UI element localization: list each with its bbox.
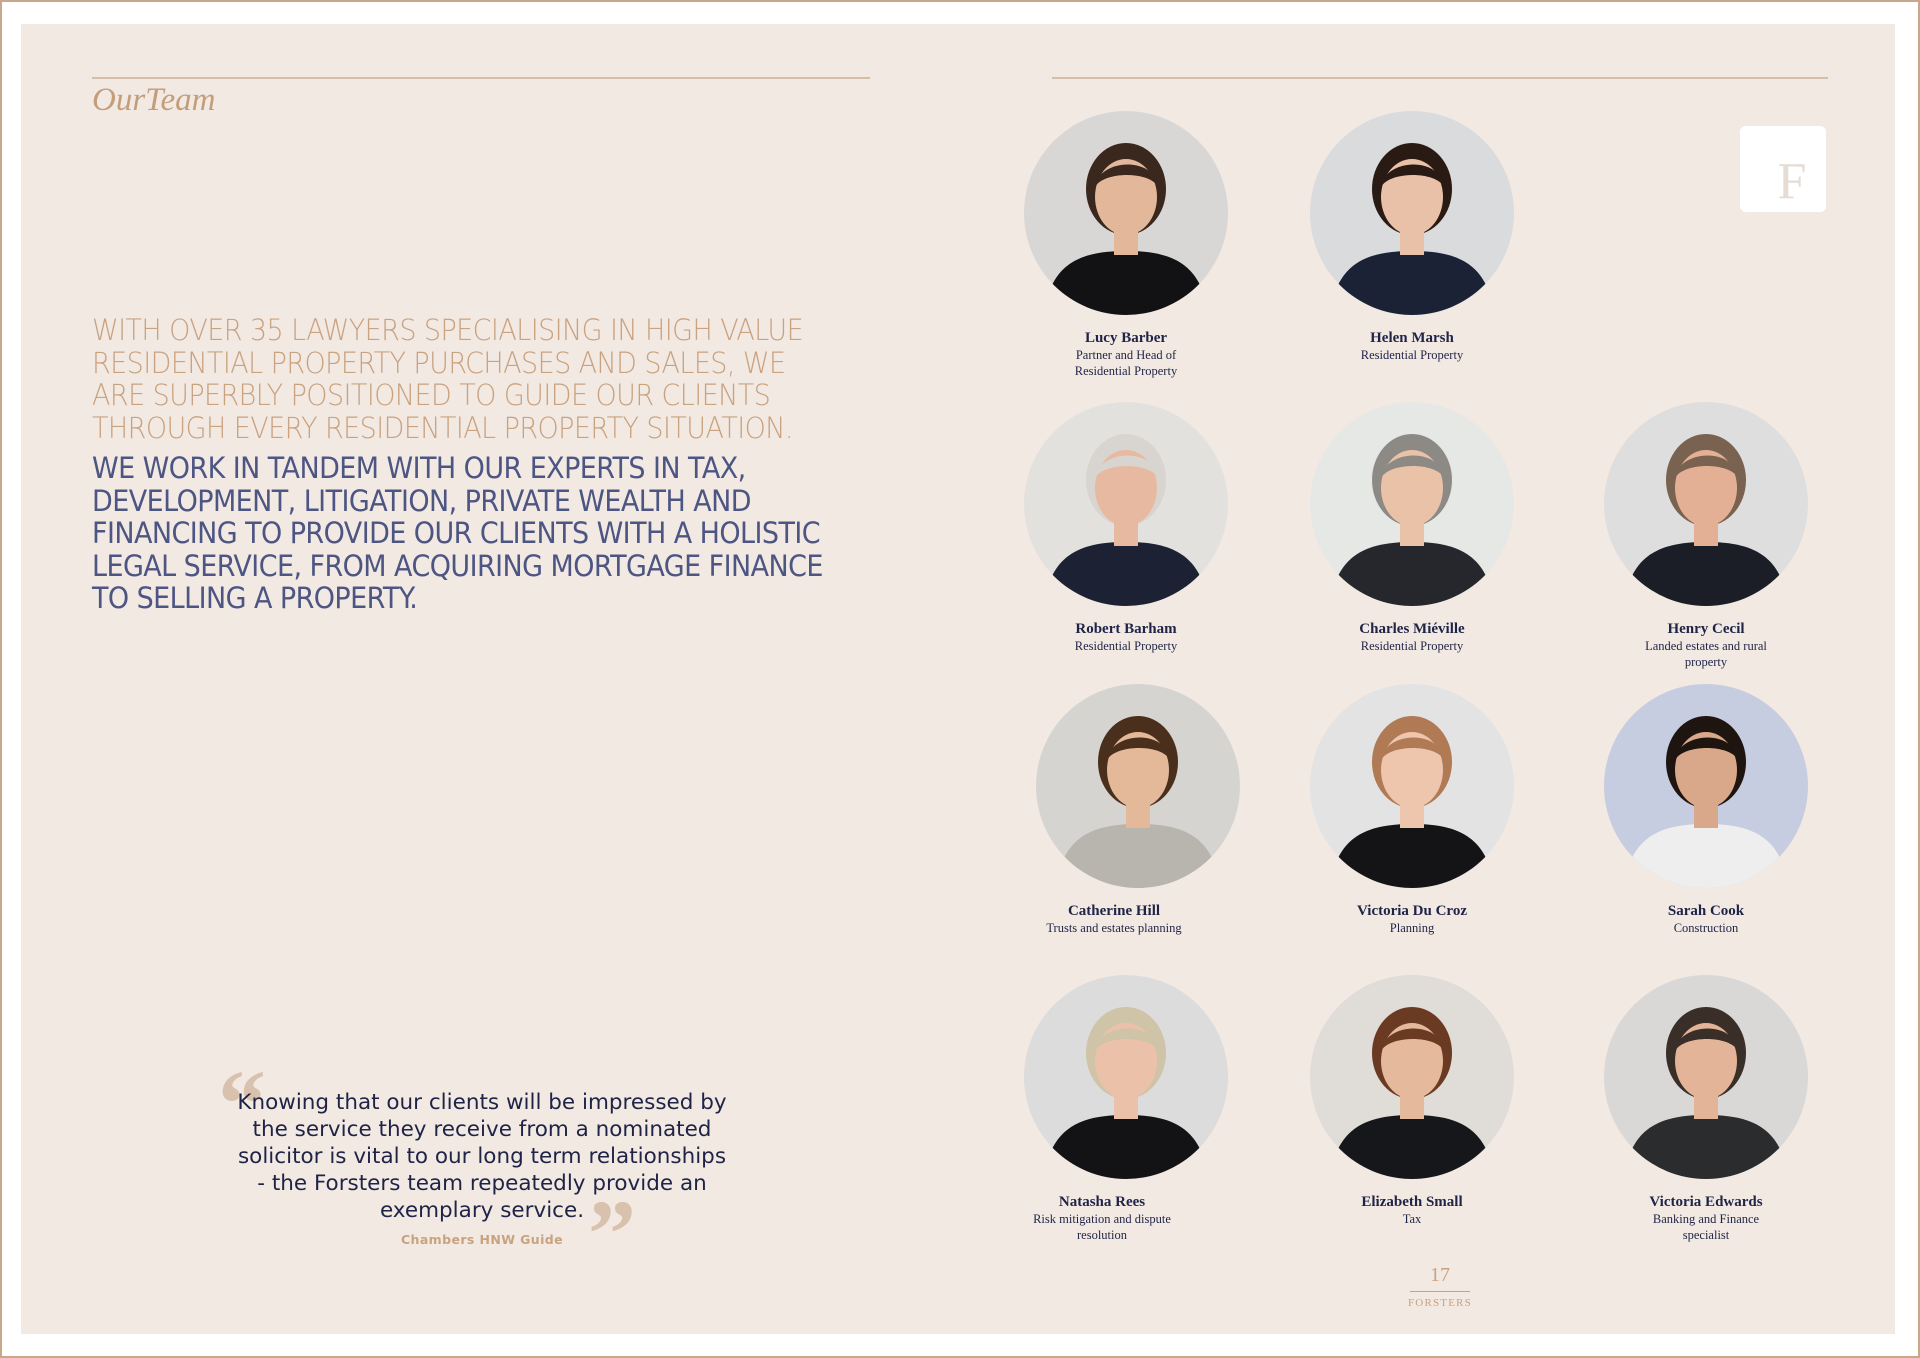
portrait-icon bbox=[1604, 402, 1808, 606]
team-member bbox=[996, 684, 1256, 936]
team-member bbox=[1282, 684, 1542, 936]
team-member-name: Lucy Barber bbox=[1084, 330, 1168, 346]
team-member-name: Elizabeth Small bbox=[1361, 1194, 1463, 1210]
team-member-photo bbox=[1310, 402, 1514, 606]
team-member-photo bbox=[1310, 684, 1514, 888]
intro-primary: WITH OVER 35 LAWYERS SPECIALISING IN HIGH VALUE RESIDENTIAL PROPERTY PURCHASES AND SALES, WE ARE SUPERBLY POSITIONED TO GUIDE OUR CLIENTS THROUGH EVERY RESIDENTIAL PROPERTY SITUATION. bbox=[92, 313, 804, 445]
team-member bbox=[1576, 402, 1836, 670]
team-member-role: Planning bbox=[1389, 921, 1435, 935]
team-member bbox=[996, 402, 1256, 654]
team-member-role: Tax bbox=[1402, 1212, 1422, 1226]
team-member-role: Partner and Head of Residential Property bbox=[1074, 348, 1178, 378]
team-member-name: Catherine Hill bbox=[1067, 903, 1161, 919]
quote-open-icon: “ bbox=[218, 1050, 266, 1157]
team-member bbox=[1282, 402, 1542, 654]
team-member bbox=[984, 975, 1244, 1243]
team-member-name: Robert Barham bbox=[1075, 621, 1177, 637]
team-member-photo bbox=[1036, 684, 1240, 888]
intro-secondary: WE WORK IN TANDEM WITH OUR EXPERTS IN TAX, DEVELOPMENT, LITIGATION, PRIVATE WEALTH AND FINANCING TO PROVIDE OUR CLIENTS WITH A HOLISTIC LEGAL SERVICE, FROM ACQUIRING MORTGAGE FINANCE TO SELLING A PROPERTY. bbox=[92, 451, 823, 615]
portrait-icon bbox=[1604, 975, 1808, 1179]
team-member-name: Charles Miéville bbox=[1359, 621, 1465, 637]
page-number-rule bbox=[1410, 1291, 1470, 1292]
forsters-logo bbox=[1740, 126, 1826, 212]
team-member-photo bbox=[1024, 975, 1228, 1179]
team-member-name: Victoria Du Croz bbox=[1357, 903, 1467, 919]
right-top-rule bbox=[1052, 77, 1828, 79]
team-member-name: Henry Cecil bbox=[1667, 621, 1745, 637]
team-member bbox=[1576, 975, 1836, 1243]
logo-letter: F bbox=[1777, 153, 1807, 210]
team-member-role: Residential Property bbox=[1360, 348, 1464, 362]
quote-source: Chambers HNW Guide bbox=[400, 1232, 564, 1247]
team-member-name: Natasha Rees bbox=[1058, 1194, 1146, 1210]
portrait-icon bbox=[1036, 684, 1240, 888]
portrait-icon bbox=[1310, 684, 1514, 888]
team-member-role: Construction bbox=[1673, 921, 1739, 935]
portrait-icon bbox=[1604, 684, 1808, 888]
team-member-photo bbox=[1604, 402, 1808, 606]
team-member-role: Risk mitigation and dispute resolution bbox=[1033, 1212, 1171, 1242]
portrait-icon bbox=[1310, 111, 1514, 315]
team-member-photo bbox=[1604, 684, 1808, 888]
team-member bbox=[1576, 684, 1836, 936]
portrait-icon bbox=[1310, 975, 1514, 1179]
team-member-role: Residential Property bbox=[1360, 639, 1464, 653]
team-member-photo bbox=[1310, 111, 1514, 315]
quote-close-icon: ” bbox=[588, 1180, 636, 1287]
section-title: OurTeam bbox=[92, 82, 216, 118]
team-member bbox=[996, 111, 1256, 379]
team-member bbox=[1282, 111, 1542, 363]
left-top-rule bbox=[92, 77, 870, 79]
team-member-photo bbox=[1604, 975, 1808, 1179]
portrait-icon bbox=[1310, 402, 1514, 606]
team-member-name: Sarah Cook bbox=[1667, 903, 1745, 919]
portrait-icon bbox=[1024, 111, 1228, 315]
team-member bbox=[1282, 975, 1542, 1227]
team-member-photo bbox=[1024, 402, 1228, 606]
team-member-role: Trusts and estates planning bbox=[1046, 921, 1182, 935]
team-member-role: Residential Property bbox=[1074, 639, 1178, 653]
team-member-photo bbox=[1310, 975, 1514, 1179]
testimonial-quote: Knowing that our clients will be impressed by the service they receive from a nominated solicitor is vital to our long term relationships - the Forsters team repeatedly provide an exemplary service. bbox=[237, 1090, 727, 1223]
portrait-icon bbox=[1024, 975, 1228, 1179]
team-member-name: Victoria Edwards bbox=[1649, 1194, 1763, 1210]
team-member-name: Helen Marsh bbox=[1370, 330, 1454, 346]
footer-brand: FORSTERS bbox=[1407, 1297, 1472, 1309]
portrait-icon bbox=[1024, 402, 1228, 606]
team-member-role: Banking and Finance specialist bbox=[1652, 1212, 1760, 1242]
team-member-photo bbox=[1024, 111, 1228, 315]
team-member-role: Landed estates and rural property bbox=[1645, 639, 1767, 669]
page-number: 17 bbox=[1430, 1264, 1450, 1286]
